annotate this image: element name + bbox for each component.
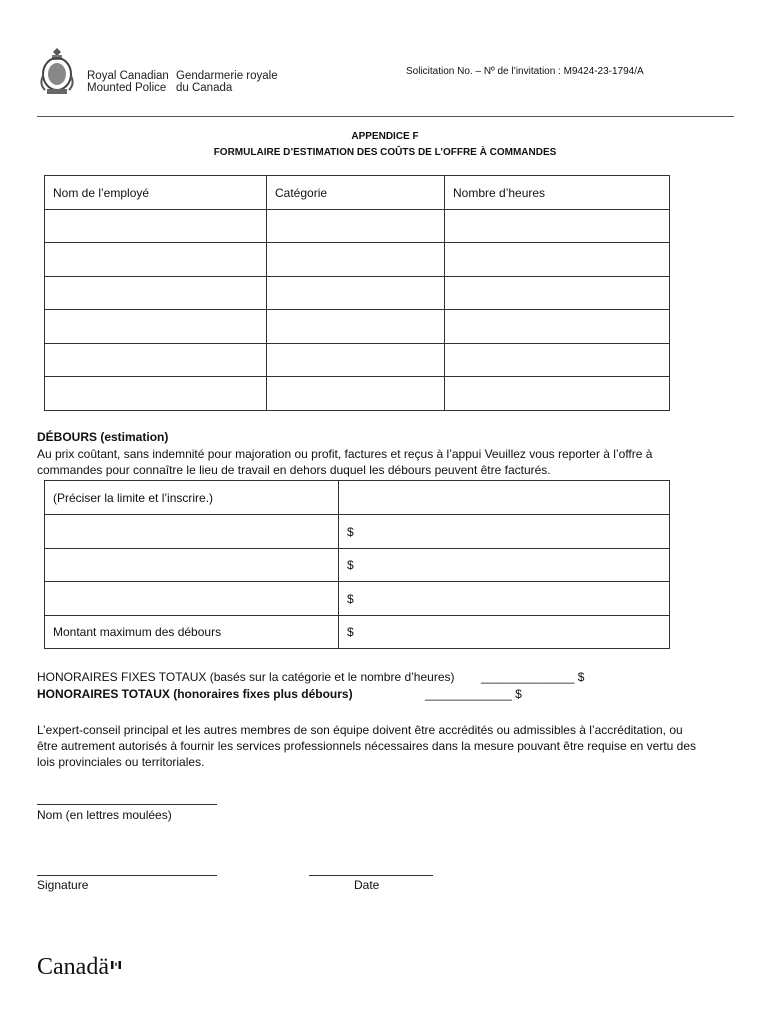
debours-label-cell: (Préciser la limite et l’inscrire.): [45, 481, 339, 515]
appendix-label: APPENDICE F: [351, 131, 419, 142]
name-line[interactable]: [37, 804, 217, 805]
flag-icon: [111, 956, 121, 964]
hours-cell[interactable]: [445, 344, 670, 377]
employee-name-cell[interactable]: [45, 210, 267, 243]
debours-amount-cell[interactable]: [339, 481, 670, 515]
table-row[interactable]: [45, 310, 670, 344]
table-row[interactable]: [45, 549, 670, 582]
debours-amount-cell[interactable]: $: [339, 582, 670, 616]
category-cell[interactable]: [267, 377, 445, 411]
org-name-en-line2: Mounted Police: [87, 82, 167, 94]
org-name-en: [87, 70, 169, 94]
canada-wordmark-text: Canadä: [37, 954, 109, 980]
debours-label-cell[interactable]: [45, 582, 339, 616]
table-row[interactable]: [45, 243, 670, 277]
employee-table: [44, 175, 670, 411]
hours-cell[interactable]: [445, 310, 670, 344]
employee-name-cell[interactable]: [45, 310, 267, 344]
appendix-title: [0, 129, 770, 161]
fixed-fees-label: HONORAIRES FIXES TOTAUX (basés sur la catégorie et le nombre d’heures): [37, 670, 455, 684]
debours-description-line1: Au prix coûtant, sans indemnité pour majoration ou profit, factures et reçus à l’appui Veuillez vous reporter à l’offre à: [37, 447, 653, 461]
debours-amount-cell[interactable]: $: [339, 515, 670, 549]
header-category: Catégorie: [267, 176, 445, 210]
header-divider: [37, 116, 734, 117]
org-name-fr: [176, 70, 278, 94]
debours-max-label: Montant maximum des débours: [45, 616, 339, 649]
solicitation-number: Solicitation No. – Nº de l’invitation : M9424-23-1794/A: [406, 66, 644, 77]
debours-label-cell[interactable]: [45, 549, 339, 582]
signature-label: Signature: [37, 878, 89, 892]
org-name-fr-line1: Gendarmerie royale: [176, 70, 278, 82]
accreditation-statement: [37, 722, 747, 770]
hours-cell[interactable]: [445, 277, 670, 310]
debours-max-amount-cell[interactable]: $: [339, 616, 670, 649]
debours-description-line2: commandes pour connaître le lieu de travail en dehors duquel les débours peuvent être facturés.: [37, 463, 551, 477]
employee-name-cell[interactable]: [45, 243, 267, 277]
total-fees-value[interactable]: _____________ $: [425, 687, 522, 701]
statement-line3: lois provinciales ou territoriales.: [37, 755, 205, 769]
rcmp-crest-icon: [37, 46, 77, 96]
category-cell[interactable]: [267, 344, 445, 377]
employee-name-cell[interactable]: [45, 277, 267, 310]
category-cell[interactable]: [267, 210, 445, 243]
table-row[interactable]: [45, 344, 670, 377]
fixed-fees-value[interactable]: ______________ $: [481, 670, 585, 684]
org-name-fr-line2: du Canada: [176, 82, 233, 94]
category-cell[interactable]: [267, 277, 445, 310]
total-fees-label: HONORAIRES TOTAUX (honoraires fixes plus débours): [37, 687, 353, 701]
debours-amount-cell[interactable]: $: [339, 549, 670, 582]
header-employee-name: Nom de l’employé: [45, 176, 267, 210]
debours-table: [44, 480, 670, 649]
hours-cell[interactable]: [445, 243, 670, 277]
category-cell[interactable]: [267, 243, 445, 277]
date-label: Date: [354, 878, 380, 892]
hours-cell[interactable]: [445, 377, 670, 411]
category-cell[interactable]: [267, 310, 445, 344]
debours-description: [37, 446, 737, 478]
statement-line1: L’expert-conseil principal et les autres membres de son équipe doivent être accrédités ou admissibles à l’accréditation, ou: [37, 723, 683, 737]
debours-heading: DÉBOURS (estimation): [37, 430, 169, 444]
form-title: FORMULAIRE D’ESTIMATION DES COÛTS DE L’OFFRE À COMMANDES: [213, 147, 557, 158]
table-row[interactable]: [45, 515, 670, 549]
signature-line[interactable]: [37, 875, 217, 876]
hours-cell[interactable]: [445, 210, 670, 243]
employee-name-cell[interactable]: [45, 377, 267, 411]
table-row[interactable]: [45, 481, 670, 515]
name-label: Nom (en lettres moulées): [37, 808, 172, 822]
table-row[interactable]: [45, 582, 670, 616]
date-line[interactable]: [309, 875, 433, 876]
canada-wordmark: [37, 952, 109, 982]
employee-name-cell[interactable]: [45, 344, 267, 377]
table-row[interactable]: [45, 616, 670, 649]
table-row[interactable]: [45, 210, 670, 243]
table-row[interactable]: [45, 377, 670, 411]
org-name-en-line1: Royal Canadian: [87, 70, 169, 82]
header-hours: Nombre d’heures: [445, 176, 670, 210]
table-row[interactable]: [45, 277, 670, 310]
debours-label-cell[interactable]: [45, 515, 339, 549]
statement-line2: être autrement autorisés à fournir les services professionnels nécessaires dans la mesure pouvant être requise en vertu des: [37, 739, 697, 753]
employee-table-header: [45, 176, 670, 210]
